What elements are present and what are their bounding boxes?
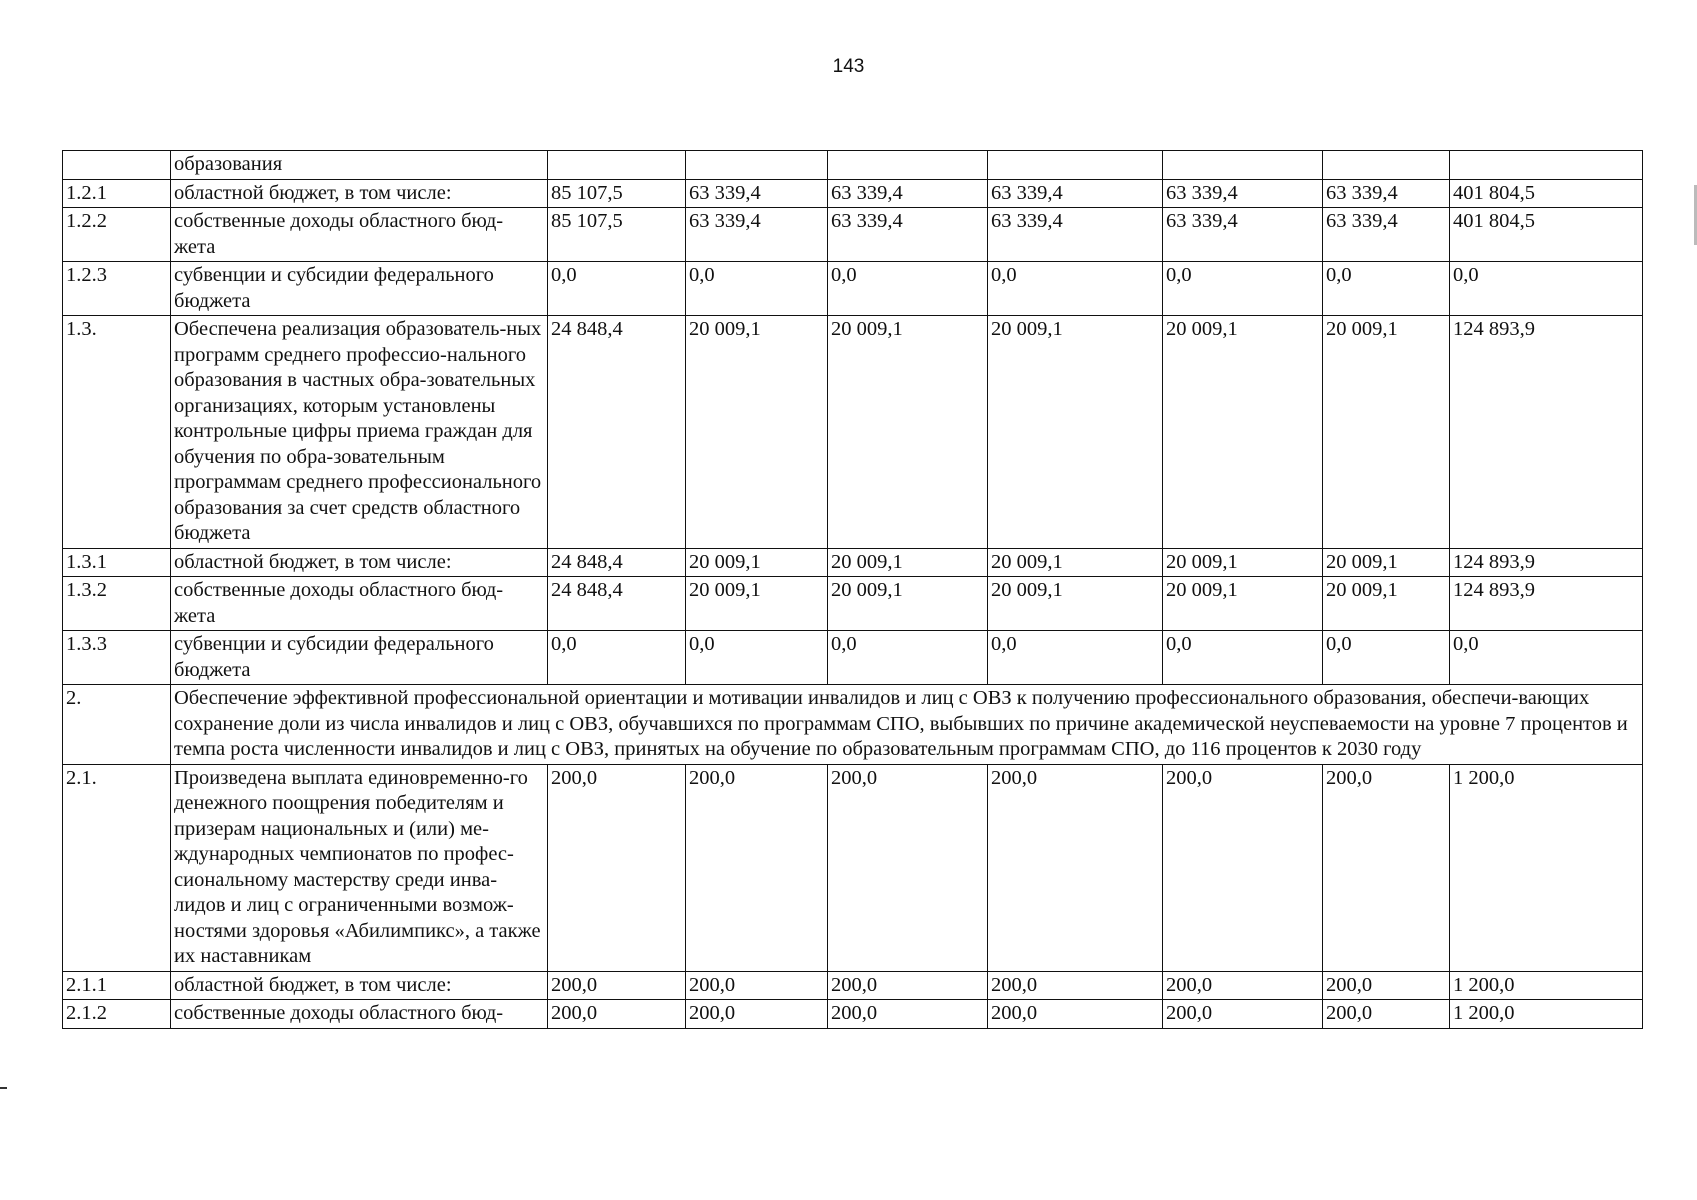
table-row — [63, 316, 1643, 549]
row-year-value: 200,0 — [828, 764, 988, 971]
table-row — [63, 548, 1643, 577]
row-year-value: 200,0 — [1323, 764, 1450, 971]
row-total-value: 124 893,9 — [1450, 577, 1643, 631]
row-year-value: 20 009,1 — [1163, 316, 1323, 549]
row-year-value: 0,0 — [828, 262, 988, 316]
row-year-value: 24 848,4 — [548, 548, 686, 577]
row-year-value: 63 339,4 — [1323, 208, 1450, 262]
row-year-value: 200,0 — [988, 764, 1163, 971]
row-year-value: 20 009,1 — [828, 577, 988, 631]
row-name: собственные доходы областного бюд-жета — [171, 208, 548, 262]
row-year-value: 200,0 — [828, 971, 988, 1000]
row-year-value: 63 339,4 — [686, 179, 828, 208]
table-row — [63, 685, 1643, 765]
row-name: Обеспечена реализация образователь-ных программ среднего профессио-нального образования в частных обра-зовательных организациях, которым установлены контрольные цифры приема граждан для обучения по обра-зовательным программам среднего профессионального образования за счет средств областного бюджета — [171, 316, 548, 549]
table-row — [63, 764, 1643, 971]
budget-table-body — [63, 151, 1643, 1029]
row-year-value: 0,0 — [988, 262, 1163, 316]
row-name: субвенции и субсидии федерального бюджета — [171, 262, 548, 316]
table-row — [63, 1000, 1643, 1029]
row-year-value: 200,0 — [988, 1000, 1163, 1029]
row-code: 1.2.1 — [63, 179, 171, 208]
row-name: областной бюджет, в том числе: — [171, 179, 548, 208]
table-row — [63, 577, 1643, 631]
table-row — [63, 151, 1643, 180]
row-code: 1.2.2 — [63, 208, 171, 262]
row-total-value: 0,0 — [1450, 631, 1643, 685]
row-year-value: 63 339,4 — [828, 208, 988, 262]
row-year-value — [1323, 151, 1450, 180]
row-code: 1.3.3 — [63, 631, 171, 685]
row-year-value: 63 339,4 — [686, 208, 828, 262]
row-year-value: 20 009,1 — [1323, 548, 1450, 577]
row-year-value: 20 009,1 — [828, 316, 988, 549]
row-year-value: 20 009,1 — [686, 316, 828, 549]
row-year-value: 200,0 — [548, 1000, 686, 1029]
row-code: 1.2.3 — [63, 262, 171, 316]
row-year-value: 20 009,1 — [828, 548, 988, 577]
row-total-value — [1450, 151, 1643, 180]
row-year-value: 0,0 — [548, 631, 686, 685]
row-total-value: 1 200,0 — [1450, 1000, 1643, 1029]
row-year-value: 200,0 — [686, 1000, 828, 1029]
row-name: собственные доходы областного бюд- — [171, 1000, 548, 1029]
table-row — [63, 179, 1643, 208]
row-total-value: 401 804,5 — [1450, 179, 1643, 208]
row-total-value: 1 200,0 — [1450, 764, 1643, 971]
row-year-value: 0,0 — [548, 262, 686, 316]
row-year-value: 0,0 — [1163, 631, 1323, 685]
row-name: областной бюджет, в том числе: — [171, 548, 548, 577]
row-name: собственные доходы областного бюд-жета — [171, 577, 548, 631]
row-year-value: 20 009,1 — [988, 548, 1163, 577]
row-year-value: 63 339,4 — [988, 208, 1163, 262]
row-year-value: 0,0 — [1163, 262, 1323, 316]
row-year-value: 20 009,1 — [1163, 548, 1323, 577]
row-code: 1.3.2 — [63, 577, 171, 631]
row-code: 2.1. — [63, 764, 171, 971]
row-code: 1.3. — [63, 316, 171, 549]
row-year-value — [548, 151, 686, 180]
row-year-value: 200,0 — [1163, 971, 1323, 1000]
row-year-value: 200,0 — [548, 971, 686, 1000]
row-year-value — [686, 151, 828, 180]
row-name: Произведена выплата единовременно-го денежного поощрения победителям и призерам национальных и (или) ме-ждународных чемпионатов по профес-сиональному мастерству среди инва-лидов и лиц с ограниченными возмож-ностями здоровья «Абилимпикс», а также их наставникам — [171, 764, 548, 971]
row-year-value: 20 009,1 — [1323, 316, 1450, 549]
row-year-value: 20 009,1 — [1163, 577, 1323, 631]
row-year-value: 20 009,1 — [686, 577, 828, 631]
row-code: 1.3.1 — [63, 548, 171, 577]
row-year-value: 24 848,4 — [548, 316, 686, 549]
table-row — [63, 262, 1643, 316]
table-row — [63, 971, 1643, 1000]
row-year-value: 200,0 — [828, 1000, 988, 1029]
row-year-value: 0,0 — [1323, 631, 1450, 685]
margin-mark — [0, 1087, 7, 1089]
row-year-value: 63 339,4 — [1163, 179, 1323, 208]
row-year-value — [1163, 151, 1323, 180]
page-number: 143 — [832, 56, 865, 77]
row-total-value: 124 893,9 — [1450, 316, 1643, 549]
row-code: 2.1.1 — [63, 971, 171, 1000]
table-row — [63, 208, 1643, 262]
row-year-value: 85 107,5 — [548, 208, 686, 262]
row-year-value: 0,0 — [988, 631, 1163, 685]
row-year-value: 85 107,5 — [548, 179, 686, 208]
row-year-value: 20 009,1 — [988, 316, 1163, 549]
row-year-value: 200,0 — [1163, 1000, 1323, 1029]
row-year-value: 0,0 — [828, 631, 988, 685]
row-year-value: 200,0 — [548, 764, 686, 971]
row-code: 2. — [63, 685, 171, 765]
row-year-value: 20 009,1 — [988, 577, 1163, 631]
row-year-value: 0,0 — [686, 631, 828, 685]
row-year-value: 20 009,1 — [686, 548, 828, 577]
row-year-value: 200,0 — [686, 971, 828, 1000]
row-name: субвенции и субсидии федерального бюджета — [171, 631, 548, 685]
row-total-value: 0,0 — [1450, 262, 1643, 316]
row-year-value: 0,0 — [686, 262, 828, 316]
row-year-value: 200,0 — [1323, 1000, 1450, 1029]
row-year-value: 0,0 — [1323, 262, 1450, 316]
row-year-value: 63 339,4 — [828, 179, 988, 208]
row-year-value: 24 848,4 — [548, 577, 686, 631]
row-total-value: 401 804,5 — [1450, 208, 1643, 262]
row-year-value — [988, 151, 1163, 180]
row-code — [63, 151, 171, 180]
row-year-value: 200,0 — [686, 764, 828, 971]
row-total-value: 124 893,9 — [1450, 548, 1643, 577]
row-year-value: 200,0 — [1163, 764, 1323, 971]
row-total-value: 1 200,0 — [1450, 971, 1643, 1000]
row-year-value: 63 339,4 — [1323, 179, 1450, 208]
row-year-value: 63 339,4 — [988, 179, 1163, 208]
row-name: образования — [171, 151, 548, 180]
budget-table — [62, 150, 1643, 1029]
row-year-value — [828, 151, 988, 180]
row-name: Обеспечение эффективной профессиональной ориентации и мотивации инвалидов и лиц с ОВЗ к получению профессионального образования, обеспечи-вающих сохранение доли из числа инвалидов и лиц с ОВЗ, обучавшихся по программам СПО, выбывших по причине академической неуспеваемости на уровне 7 процентов и темпа роста численности инвалидов и лиц с ОВЗ, принятых на обучение по образовательным программам СПО, до 116 процентов к 2030 году — [171, 685, 1643, 765]
row-name: областной бюджет, в том числе: — [171, 971, 548, 1000]
table-row — [63, 631, 1643, 685]
row-year-value: 200,0 — [988, 971, 1163, 1000]
row-year-value: 200,0 — [1323, 971, 1450, 1000]
row-year-value: 63 339,4 — [1163, 208, 1323, 262]
row-code: 2.1.2 — [63, 1000, 171, 1029]
row-year-value: 20 009,1 — [1323, 577, 1450, 631]
